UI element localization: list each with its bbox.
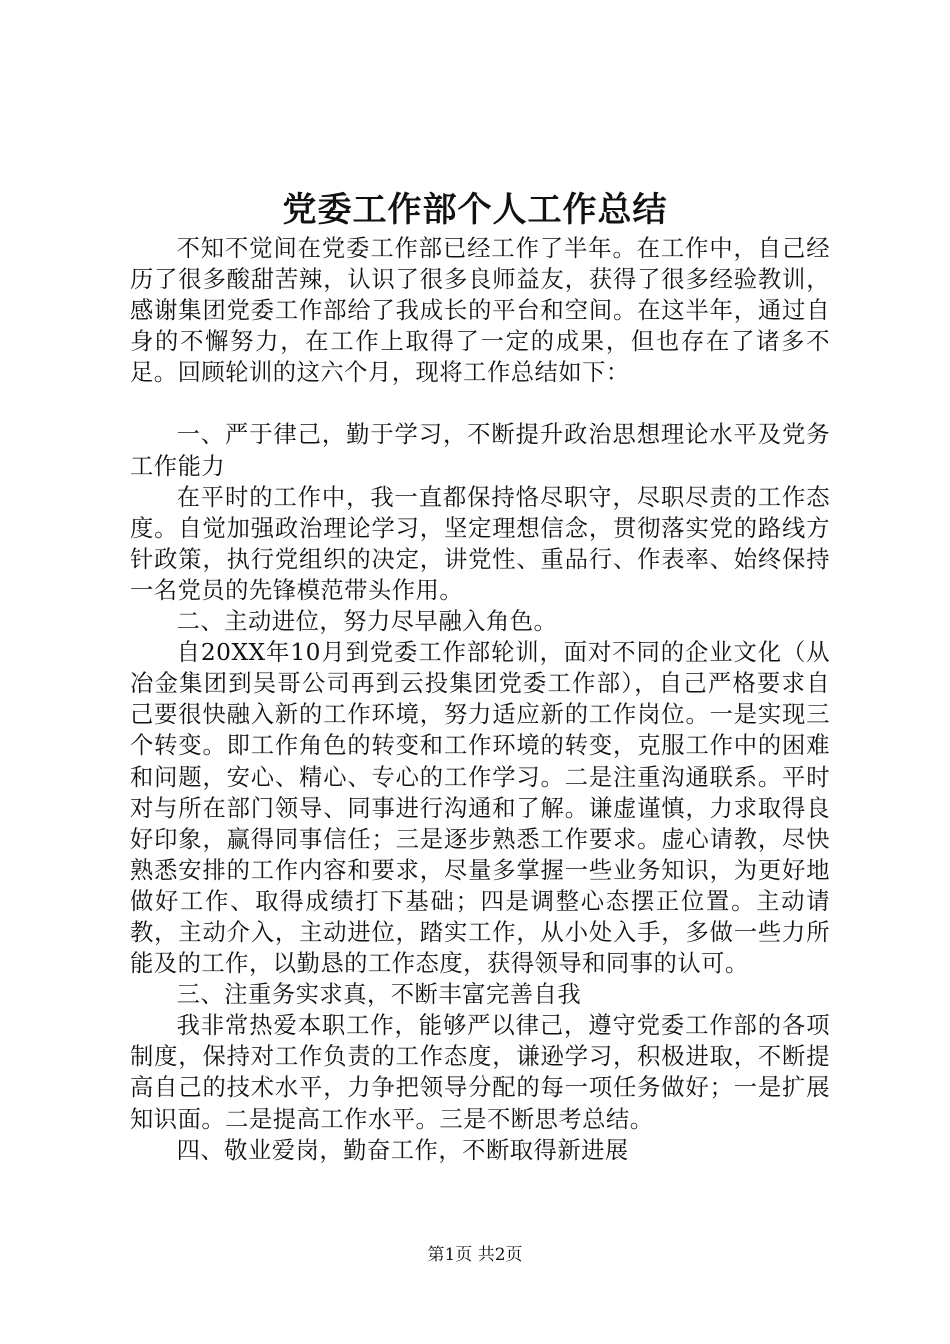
section-heading-1: 一、严于律己，勤于学习，不断提升政治思想理论水平及党务工作能力 [130,421,830,480]
section-body-3: 我非常热爱本职工作，能够严以律己，遵守党委工作部的各项制度，保持对工作负责的工作态度，谦逊学习，积极进取，不断提高自己的技术水平，力争把领导分配的每一项任务做好；一是扩展知识面。二是提高工作水平。三是不断思考总结。 [130,1012,830,1133]
section-heading-4: 四、敬业爱岗，勤奋工作，不断取得新进展 [176,1136,629,1164]
intro-paragraph: 不知不觉间在党委工作部已经工作了半年。在工作中，自己经历了很多酸甜苦辣，认识了很多良师益友，获得了很多经验教训，感谢集团党委工作部给了我成长的平台和空间。在这半年，通过自身的不懈努力，在工作上取得了一定的成果，但也存在了诸多不足。回顾轮训的这六个月，现将工作总结如下： [130,235,830,387]
page-number-footer: 第1页 共2页 [427,1245,523,1265]
section-heading-3: 三、注重务实求真，不断丰富完善自我 [176,981,582,1009]
section-body-2: 自20XX年10月到党委工作部轮训，面对不同的企业文化（从冶金集团到吴哥公司再到云投集团党委工作部），自己严格要求自己要很快融入新的工作环境，努力适应新的工作岗位。一是实现三个转变。即工作角色的转变和工作环境的转变，克服工作中的困难和问题，安心、精心、专心的工作学习。二是注重沟通联系。平时对与所在部门领导、同事进行沟通和了解。谦虚谨慎，力求取得良好印象，赢得同事信任；三是逐步熟悉工作要求。虚心请教，尽快熟悉安排的工作内容和要求，尽量多掌握一些业务知识，为更好地做好工作、取得成绩打下基础；四是调整心态摆正位置。主动请教，主动介入，主动进位，踏实工作，从小处入手，多做一些力所能及的工作，以勤恳的工作态度，获得领导和同事的认可。 [130,639,830,978]
document-body [130,233,830,1166]
section-heading-2: 二、主动进位，努力尽早融入角色。 [176,608,558,636]
section-body-1: 在平时的工作中，我一直都保持恪尽职守，尽职尽责的工作态度。自觉加强政治理论学习，坚定理想信念，贯彻落实党的路线方针政策，执行党组织的决定，讲党性、重品行、作表率、始终保持一名党员的先锋模范带头作用。 [130,483,830,604]
document-title: 党委工作部个人工作总结 [282,190,668,230]
